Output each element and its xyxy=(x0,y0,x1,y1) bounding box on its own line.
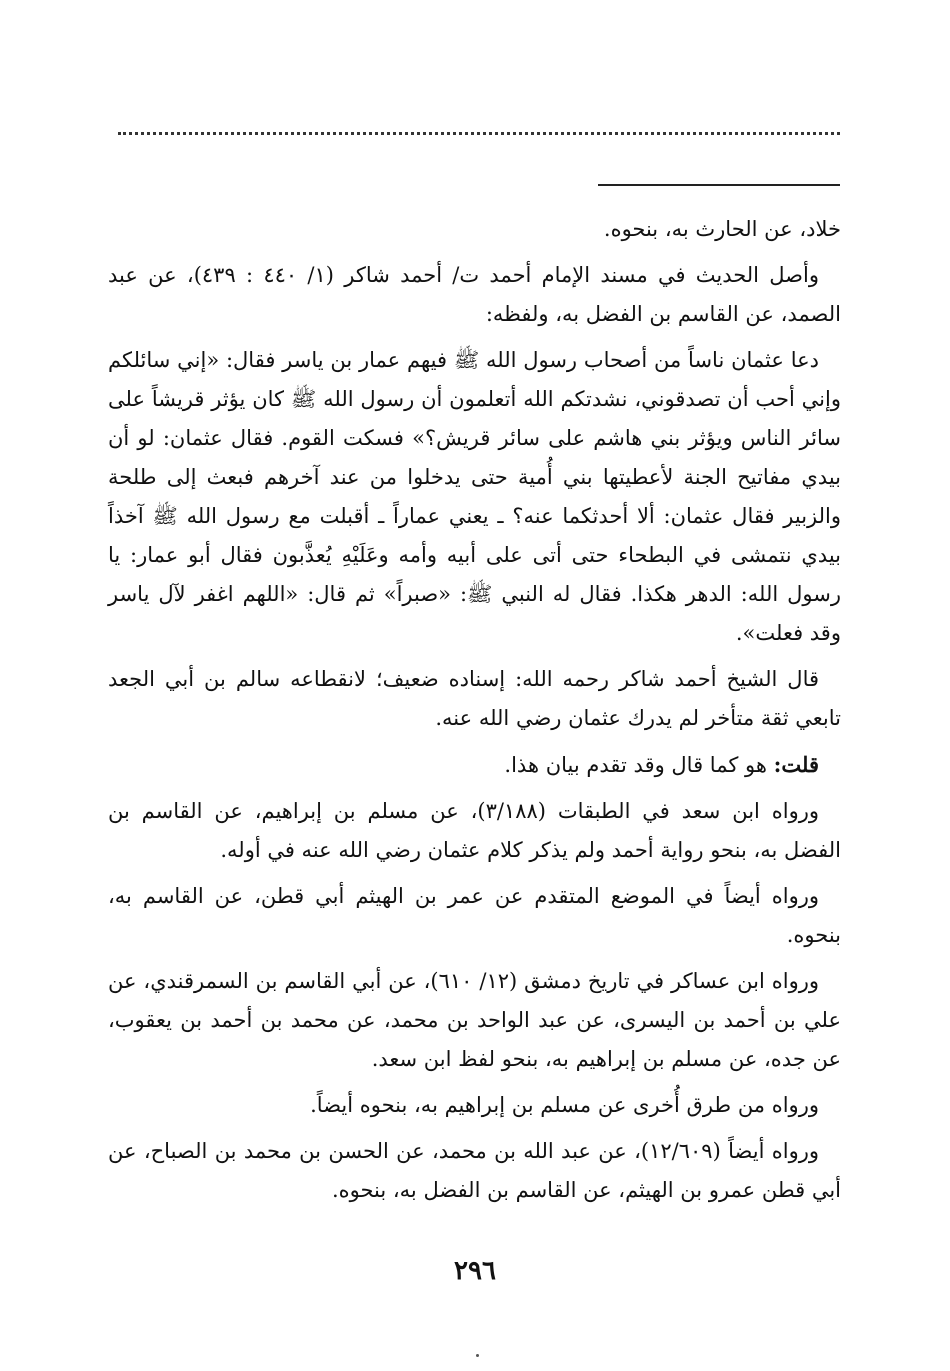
paragraph-5-text: هو كما قال وقد تقدم بيان هذا. xyxy=(504,753,767,777)
paragraph-7: ورواه أيضاً في الموضع المتقدم عن عمر بن الهيثم أبي قطن، عن القاسم به، بنحوه. xyxy=(108,884,841,947)
paragraph-6: ورواه ابن سعد في الطبقات (٣/١٨٨)، عن مسلم بن إبراهيم، عن القاسم بن الفضل به، بنحو رواية أحمد ولم يذكر كلام عثمان رضي الله عنه في أوله. xyxy=(108,799,841,862)
footnote-text-block xyxy=(108,210,841,1210)
qult-label: قلت: xyxy=(773,752,819,777)
dotted-separator xyxy=(118,132,840,135)
paragraph-9: ورواه من طرق أُخرى عن مسلم بن إبراهيم به، بنحوه أيضاً. xyxy=(310,1093,819,1117)
footnote-separator-line xyxy=(598,184,840,186)
paragraph-3: دعا عثمان ناساً من أصحاب رسول الله ﷺ فيهم عمار بن ياسر فقال: «إني سائلكم وإني أحب أن تصدقوني، نشدتكم الله أتعلمون أن رسول الله ﷺ كان يؤثر قريشاً على سائر الناس ويؤثر بني هاشم على سائر قريش؟» فسكت القوم. فقال عثمان: لو أن بيدي مفاتيح الجنة لأعطيتها بني أُمية حتى يدخلوا من عند آخرهم فبعث إلى طلحة والزبير فقال عثمان: ألا أحدثكما عنه؟ ـ يعني عماراً ـ أقبلت مع رسول الله ﷺ آخذاً بيدي نتمشى في البطحاء حتى أتى على أبيه وأمه وعَلَيْهِ يُعذَّبون فقال أبو عمار: يا رسول الله: الدهر هكذا. فقال له النبي ﷺ: «صبراً» ثم قال: «اللهم اغفر لآل ياسر وقد فعلت». xyxy=(108,348,841,645)
paragraph-1: خلاد، عن الحارث به، بنحوه. xyxy=(603,217,841,241)
page-number: ٢٩٦ xyxy=(454,1256,496,1286)
paragraph-4: قال الشيخ أحمد شاكر رحمه الله: إسناده ضعيف؛ لانقطاعه سالم بن أبي الجعد تابعي ثقة متأخر لم يدرك عثمان رضي الله عنه. xyxy=(108,667,841,730)
paragraph-8: ورواه ابن عساكر في تاريخ دمشق (١٢/ ٦١٠)، عن أبي القاسم بن السمرقندي، عن علي بن أحمد بن اليسرى، عن عبد الواحد بن محمد، عن محمد بن أحمد بن يعقوب، عن جده، عن مسلم بن إبراهيم به، بنحو لفظ ابن سعد. xyxy=(108,969,841,1071)
paragraph-5 xyxy=(108,745,841,785)
paragraph-10: ورواه أيضاً (١٢/٦٠٩)، عن عبد الله بن محمد، عن الحسن بن محمد بن الصباح، عن أبي قطن عمرو بن الهيثم، عن القاسم بن الفضل به، بنحوه. xyxy=(108,1139,841,1202)
paragraph-2: وأصل الحديث في مسند الإمام أحمد ت/ أحمد شاكر (١/ ٤٤٠ : ٤٣٩)، عن عبد الصمد، عن القاسم بن الفضل به، ولفظه: xyxy=(108,263,841,326)
scan-speck xyxy=(476,1354,479,1357)
